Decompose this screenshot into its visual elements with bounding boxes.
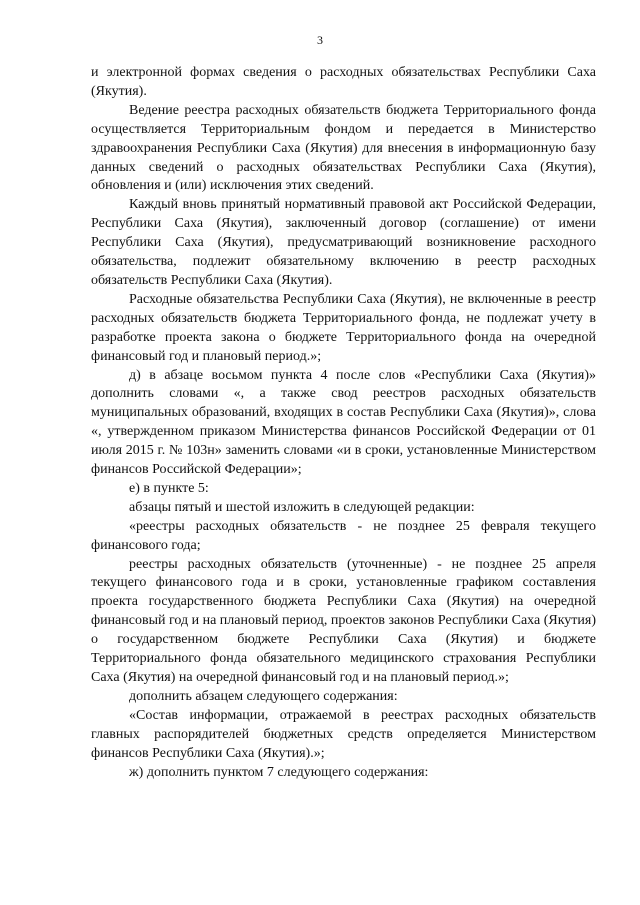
paragraph-5: д) в абзаце восьмом пункта 4 после слов «Республики Саха (Якутия)» дополнить словами «, а также свод реестров расходных обязательств муниципальных образований, входящих в состав Республики Саха (Якутия)», слова «, утвержденном приказом Министерства финансов Российской Федерации от 01 июля 2015 г. № 103н» заменить словами «и в сроки, установленные Министерством финансов Российской Федерации»; (91, 367, 596, 478)
paragraph-3: Каждый вновь принятый нормативный правовой акт Российской Федерации, Республики Саха (Якутия), заключенный договор (соглашение) от имени Республики Саха (Якутия), предусматривающий возникновение расходного обязательства, подлежит обязательному включению в реестр расходных обязательств Республики Саха (Якутия). (91, 197, 596, 288)
document-body (91, 64, 596, 782)
paragraph-6: е) в пункте 5: (129, 480, 209, 496)
paragraph-9: реестры расходных обязательств (уточненные) - не позднее 25 апреля текущего финансового года и в сроки, установленные графиком составления проекта государственного бюджета Республики Саха (Якутия) на очередной финансовый год и на плановый период, проектов законов Республики Саха (Якутия) о государственном бюджете Республики Саха (Якутия) и бюджете Территориального фонда обязательного медицинского страхования Республики Саха (Якутия) на очередной финансовый год и на плановый период.»; (91, 556, 597, 685)
paragraph-1: и электронной формах сведения о расходных обязательствах Республики Саха (Якутия). (91, 65, 596, 99)
paragraph-2: Ведение реестра расходных обязательств бюджета Территориального фонда осуществляется Территориальным фондом и передается в Министерство здравоохранения Республики Саха (Якутия) для внесения в информационную базу данных сведений о расходных обязательствах Республики Саха (Якутия), обновления и (или) исключения этих сведений. (91, 102, 596, 194)
paragraph-11: «Состав информации, отражаемой в реестрах расходных обязательств главных распорядителей бюджетных средств определяется Министерством финансов Республики Саха (Якутия).»; (91, 707, 596, 761)
paragraph-12: ж) дополнить пунктом 7 следующего содержания: (129, 764, 429, 780)
page-number: 3 (317, 33, 323, 47)
paragraph-8: «реестры расходных обязательств - не позднее 25 февраля текущего финансового года; (91, 518, 596, 553)
paragraph-7: абзацы пятый и шестой изложить в следующей редакции: (129, 499, 475, 515)
paragraph-10: дополнить абзацем следующего содержания: (129, 688, 398, 704)
paragraph-4: Расходные обязательства Республики Саха (Якутия), не включенные в реестр расходных обязательств бюджета Территориального фонда, не подлежат учету в разработке проекта закона о бюджете Территориального фонда на очередной финансовый год и плановый период.»; (91, 291, 596, 364)
